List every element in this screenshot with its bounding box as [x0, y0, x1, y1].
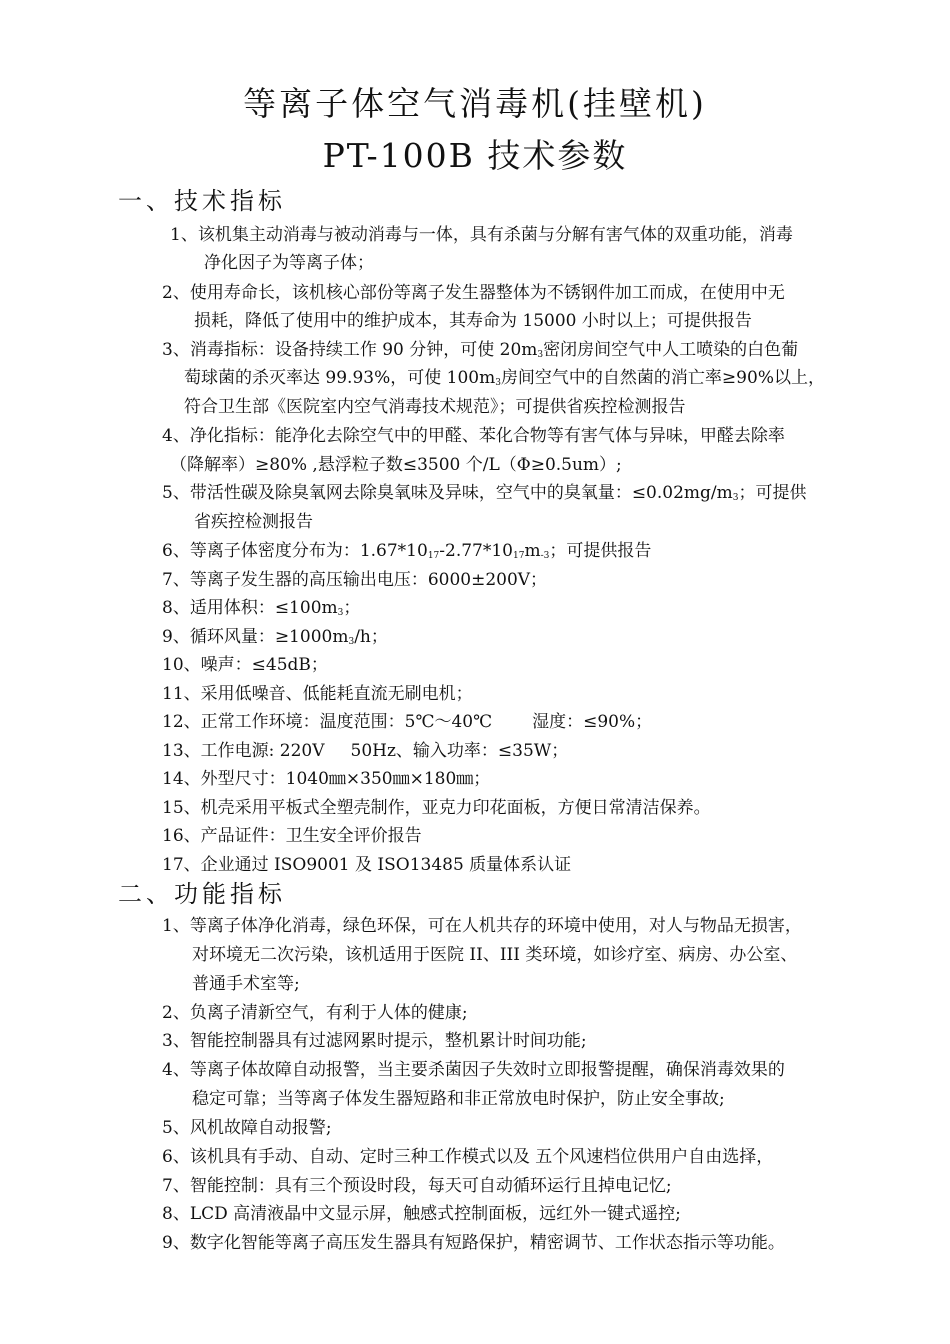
tech-item-3-cont: 萄球菌的杀灭率达 99.93%，可使 $100m_3$房间空气中的自然菌的消亡率≥90%以上， [184, 368, 825, 388]
tech-item-5: 5、带活性碳及除臭氧网去除臭氧味及异味，空气中的臭氧量：$\le 0.02mg/m_3$；可提供 [162, 483, 807, 503]
tech-item-10: 10、噪声：≤45dB； [162, 655, 328, 675]
tech-item-3-cont2: 符合卫生部《医院室内空气消毒技术规范》；可提供省疾控检测报告 [184, 397, 686, 417]
tech-item-4-cont: （降解率）≥80% ,悬浮粒子数≤3500 个/L（Φ≥0.5um）; [170, 455, 622, 475]
func-item-6: 6、该机具有手动、自动、定时三种工作模式以及 五个风速档位供用户自由选择， [162, 1147, 774, 1167]
tech-item-15: 15、机壳采用平板式全塑壳制作，亚克力印花面板，方便日常清洁保养。 [162, 798, 711, 818]
tech-item-7: 7、等离子发生器的高压输出电压：6000±200V； [162, 570, 548, 590]
tech-item-4: 4、净化指标：能净化去除空气中的甲醛、苯化合物等有害气体与异味，甲醛去除率 [162, 426, 785, 446]
tech-item-12: 12、正常工作环境：温度范围：5℃～40℃ 湿度：≤90%； [162, 712, 653, 732]
func-item-8: 8、LCD 高清液晶中文显示屏，触感式控制面板，远红外一键式遥控; [162, 1204, 681, 1224]
func-item-2: 2、负离子清新空气，有利于人体的健康; [162, 1003, 468, 1023]
section-heading-technical: 一、技术指标 [118, 187, 286, 215]
tech-item-6: 6、等离子体密度分布为：$1.67*10_{17}-2.77*10_{17}m_{-3}$；可提供报告 [162, 541, 652, 561]
func-item-4: 4、等离子体故障自动报警，当主要杀菌因子失效时立即报警提醒，确保消毒效果的 [162, 1060, 785, 1080]
func-item-9: 9、数字化智能等离子高压发生器具有短路保护，精密调节、工作状态指示等功能。 [162, 1233, 785, 1253]
tech-item-5-cont: 省疾控检测报告 [194, 512, 313, 532]
func-item-3: 3、智能控制器具有过滤网累时提示，整机累计时间功能; [162, 1031, 587, 1051]
tech-item-9: 9、循环风量：$\ge 1000m_3/h$； [162, 627, 388, 647]
func-item-7: 7、智能控制：具有三个预设时段，每天可自动循环运行且掉电记忆; [162, 1176, 672, 1196]
tech-item-3: 3、消毒指标：设备持续工作 90 分钟，可使 $20m_3$密闭房间空气中人工喷染的白色葡 [162, 340, 799, 360]
func-item-1-cont: 对环境无二次污染，该机适用于医院 II、III 类环境，如诊疗室、病房、办公室、 [192, 945, 798, 965]
section-heading-functional: 二、功能指标 [118, 880, 286, 908]
func-item-1: 1、等离子体净化消毒，绿色环保，可在人机共存的环境中使用，对人与物品无损害， [162, 916, 802, 936]
tech-item-13: 13、工作电源: 220V 50Hz、输入功率：≤35W； [162, 741, 569, 761]
func-item-5: 5、风机故障自动报警; [162, 1118, 332, 1138]
tech-item-11: 11、采用低噪音、低能耗直流无刷电机； [162, 684, 473, 704]
tech-item-8: 8、适用体积：$\le 100m_3$； [162, 598, 361, 618]
func-item-1-cont2: 普通手术室等; [192, 974, 300, 994]
func-item-4-cont: 稳定可靠；当等离子体发生器短路和非正常放电时保护，防止安全事故; [192, 1089, 725, 1109]
tech-item-2: 2、使用寿命长，该机核心部份等离子发生器整体为不锈钢件加工而成，在使用中无 [162, 283, 785, 303]
tech-item-14: 14、外型尺寸：1040㎜×350㎜×180㎜； [162, 769, 491, 789]
tech-item-2-cont: 损耗，降低了使用中的维护成本，其寿命为 15000 小时以上；可提供报告 [194, 311, 752, 331]
tech-item-1: 1、该机集主动消毒与被动消毒与一体，具有杀菌与分解有害气体的双重功能，消毒 [170, 225, 793, 245]
tech-item-16: 16、产品证件：卫生安全评价报告 [162, 826, 422, 846]
tech-item-17: 17、企业通过 ISO9001 及 ISO13485 质量体系认证 [162, 855, 572, 875]
tech-item-1-cont: 净化因子为等离子体； [204, 253, 374, 273]
page-title: 等离子体空气消毒机(挂壁机) [243, 84, 707, 123]
page-subtitle: PT-100B 技术参数 [322, 136, 628, 175]
